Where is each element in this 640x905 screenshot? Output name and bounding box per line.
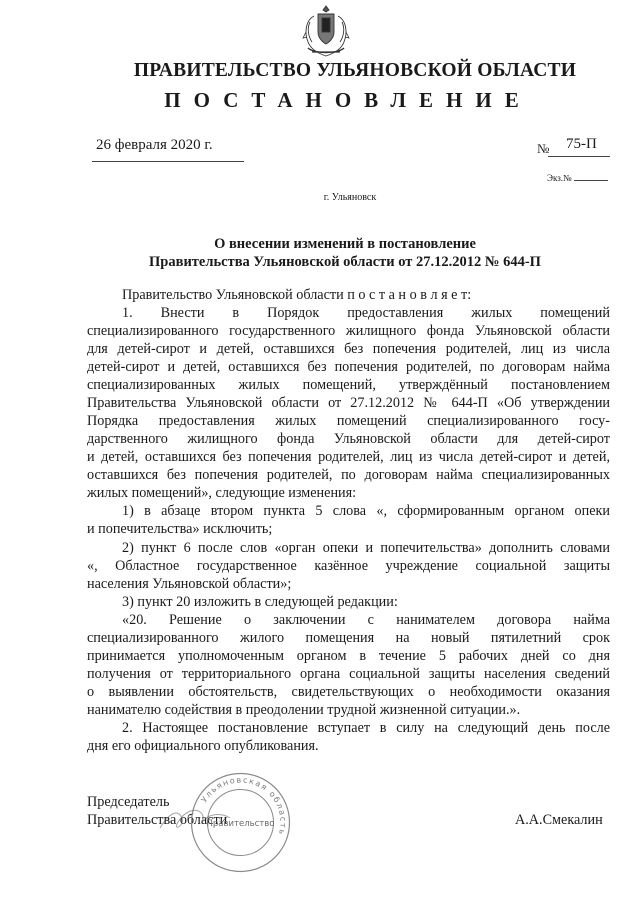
date-underline xyxy=(92,161,244,162)
body-line: и детей, оставшихся без попечения родителей, лиц из числа детей-сирот и детей, xyxy=(87,449,610,465)
handwritten-signature xyxy=(130,790,250,850)
svg-text:Ульяновская область: Ульяновская область xyxy=(199,775,288,837)
government-title: ПРАВИТЕЛЬСТВО УЛЬЯНОВСКОЙ ОБЛАСТИ xyxy=(133,60,577,81)
document-number: 75-П xyxy=(566,136,597,152)
body-line: специализированного государственного жилищного фонда Ульяновской области xyxy=(87,323,610,339)
coat-of-arms-emblem xyxy=(300,2,352,60)
body-line: и попечительства» исключить; xyxy=(87,521,273,537)
number-label: № xyxy=(537,141,550,156)
number-underline xyxy=(548,156,610,157)
body-line: 2) пункт 6 после слов «орган опеки и попечительства» дополнить словами xyxy=(122,540,610,556)
signatory-title-line-2: Правительства области xyxy=(87,812,228,828)
body-line: «, Областное государственное казённое учреждение социальной защиты xyxy=(87,558,610,574)
svg-text:Правительство: Правительство xyxy=(206,819,275,829)
copy-number-label: Экз.№ xyxy=(547,173,572,183)
document-date: 26 февраля 2020 г. xyxy=(96,137,213,153)
signatory-name: А.А.Смекалин xyxy=(515,812,603,828)
body-line: принимается уполномоченным органом в течение 5 рабочих дней со дня xyxy=(87,648,610,664)
body-line: 3) пункт 20 изложить в следующей редакции: xyxy=(122,594,398,610)
body-line: 2. Настоящее постановление вступает в силу на следующий день после xyxy=(122,720,610,736)
signatory-title-line-1: Председатель xyxy=(87,794,170,810)
body-line: дня его официального опубликования. xyxy=(87,738,319,754)
body-line: специализированных жилых помещений, утверждённый постановлением xyxy=(87,377,610,393)
document-type: ПОСТАНОВЛЕНИЕ xyxy=(164,88,532,112)
city: г. Ульяновск xyxy=(323,192,377,203)
body-line: Правительства Ульяновской области от 27.12.2012 № 644-П «Об утверждении xyxy=(87,395,610,411)
body-line: Порядка предоставления жилых помещений специализированного госу- xyxy=(87,413,610,429)
body-line: 1) в абзаце втором пункта 5 слова «, сформированным органом опеки xyxy=(122,503,610,519)
body-line: нанимателю содействия в преодолении трудной жизненной ситуации.». xyxy=(87,702,521,718)
body-line: для детей-сирот и детей, оставшихся без попечения родителей, лиц из числа xyxy=(87,341,610,357)
body-line: детей-сирот и детей, оставшихся без попечения родителей, по договорам найма xyxy=(87,359,610,375)
body-line: о выявлении обстоятельств, свидетельствующих о необходимости оказания xyxy=(87,684,610,700)
body-line: получения от территориального органа социальной защиты населения сведений xyxy=(87,666,610,682)
subject-line-2: Правительства Ульяновской области от 27.12.2012 № 644-П xyxy=(149,254,541,270)
body-line: оставшихся без попечения родителей, по договорам найма специализированных xyxy=(87,467,610,483)
body-line: специализированного жилого помещения на новый пятилетний срок xyxy=(87,630,610,646)
subject-line-1: О внесении изменений в постановление xyxy=(214,236,476,252)
body-line: 1. Внести в Порядок предоставления жилых помещений xyxy=(122,305,610,321)
body-line: дарственного жилищного фонда Ульяновской области для детей-сирот xyxy=(87,431,610,447)
body-line: населения Ульяновской области»; xyxy=(87,576,292,592)
body-line: «20. Решение о заключении с нанимателем договора найма xyxy=(122,612,610,628)
copy-number-underline xyxy=(574,180,608,181)
body-line: жилых помещений», следующие изменения: xyxy=(87,485,357,501)
body-line: Правительство Ульяновской области п о с т а н о в л я е т: xyxy=(122,287,472,303)
